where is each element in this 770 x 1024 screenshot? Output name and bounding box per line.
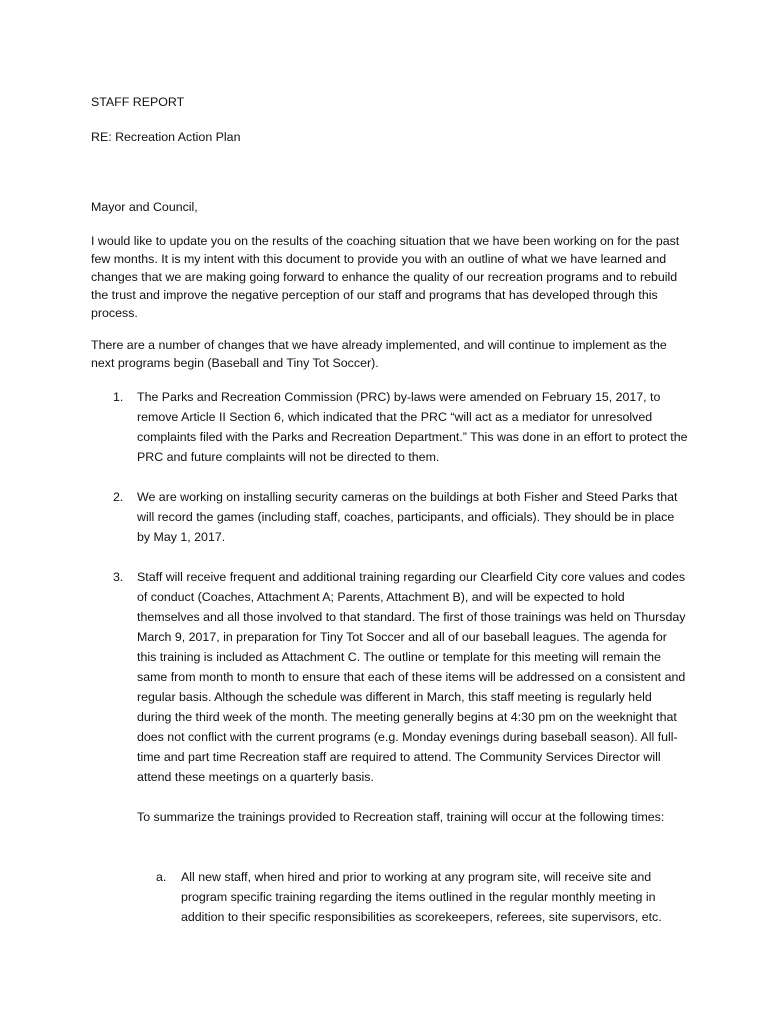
summary-paragraph-wrap <box>113 807 688 827</box>
summary-paragraph: To summarize the trainings provided to Recreation staff, training will occur at the following times: <box>137 810 665 824</box>
list-item-text: We are working on installing security cameras on the buildings at both Fisher and Steed Parks that will record the games (including staff, coaches, participants, and officials). They should be in place by May 1, 2017. <box>137 490 678 544</box>
changes-paragraph: There are a number of changes that we have already implemented, and will continue to implement as the next programs begin (Baseball and Tiny Tot Soccer). <box>91 338 667 370</box>
sub-list-item-text: All new staff, when hired and prior to working at any program site, will receive site and program specific training regarding the items outlined in the regular monthly meeting in addition to their specific responsibilities as scorekeepers, referees, site supervisors, etc. <box>181 870 662 924</box>
list-item-number: 2. <box>113 490 124 504</box>
list-item-text: The Parks and Recreation Commission (PRC) by-laws were amended on February 15, 2017, to remove Article II Section 6, which indicated that the PRC “will act as a mediator for unresolved complaints filed with the Parks and Recreation Department.” This was done in an effort to protect the PRC and future complaints will not be directed to them. <box>137 390 688 464</box>
sub-list-item <box>156 867 686 927</box>
list-item-text: Staff will receive frequent and additional training regarding our Clearfield City core values and codes of conduct (Coaches, Attachment A; Parents, Attachment B), and will be expected to hold themselves and all those involved to that standard. The first of those trainings was held on Thursday March 9, 2017, in preparation for Tiny Tot Soccer and all of our baseball leagues. The agenda for this training is included as Attachment C. The outline or template for this meeting will remain the same from month to month to ensure that each of these items will be addressed on a consistent and regular basis. Although the schedule was different in March, this staff meeting is regularly held during the third week of the month. The meeting generally begins at 4:30 pm on the weeknight that does not conflict with the current programs (e.g. Monday evenings during baseball season). All full-time and part time Recreation staff are required to attend. The Community Services Director will attend these meetings on a quarterly basis. <box>137 570 686 784</box>
list-item <box>113 387 688 467</box>
intro-paragraph: I would like to update you on the results of the coaching situation that we have been working on for the past few months. It is my intent with this document to provide you with an outline of what we have learned and changes that we are making going forward to enhance the quality of our recreation programs and to rebuild the trust and improve the negative perception of our staff and programs that has developed through this process. <box>91 234 680 320</box>
list-item <box>113 487 688 547</box>
list-item <box>113 567 688 787</box>
list-item-number: 1. <box>113 390 124 404</box>
report-title: STAFF REPORT <box>91 95 185 109</box>
re-line: RE: Recreation Action Plan <box>91 130 241 144</box>
salutation: Mayor and Council, <box>91 200 198 214</box>
sub-list-item-letter: a. <box>156 870 167 884</box>
list-item-number: 3. <box>113 570 124 584</box>
